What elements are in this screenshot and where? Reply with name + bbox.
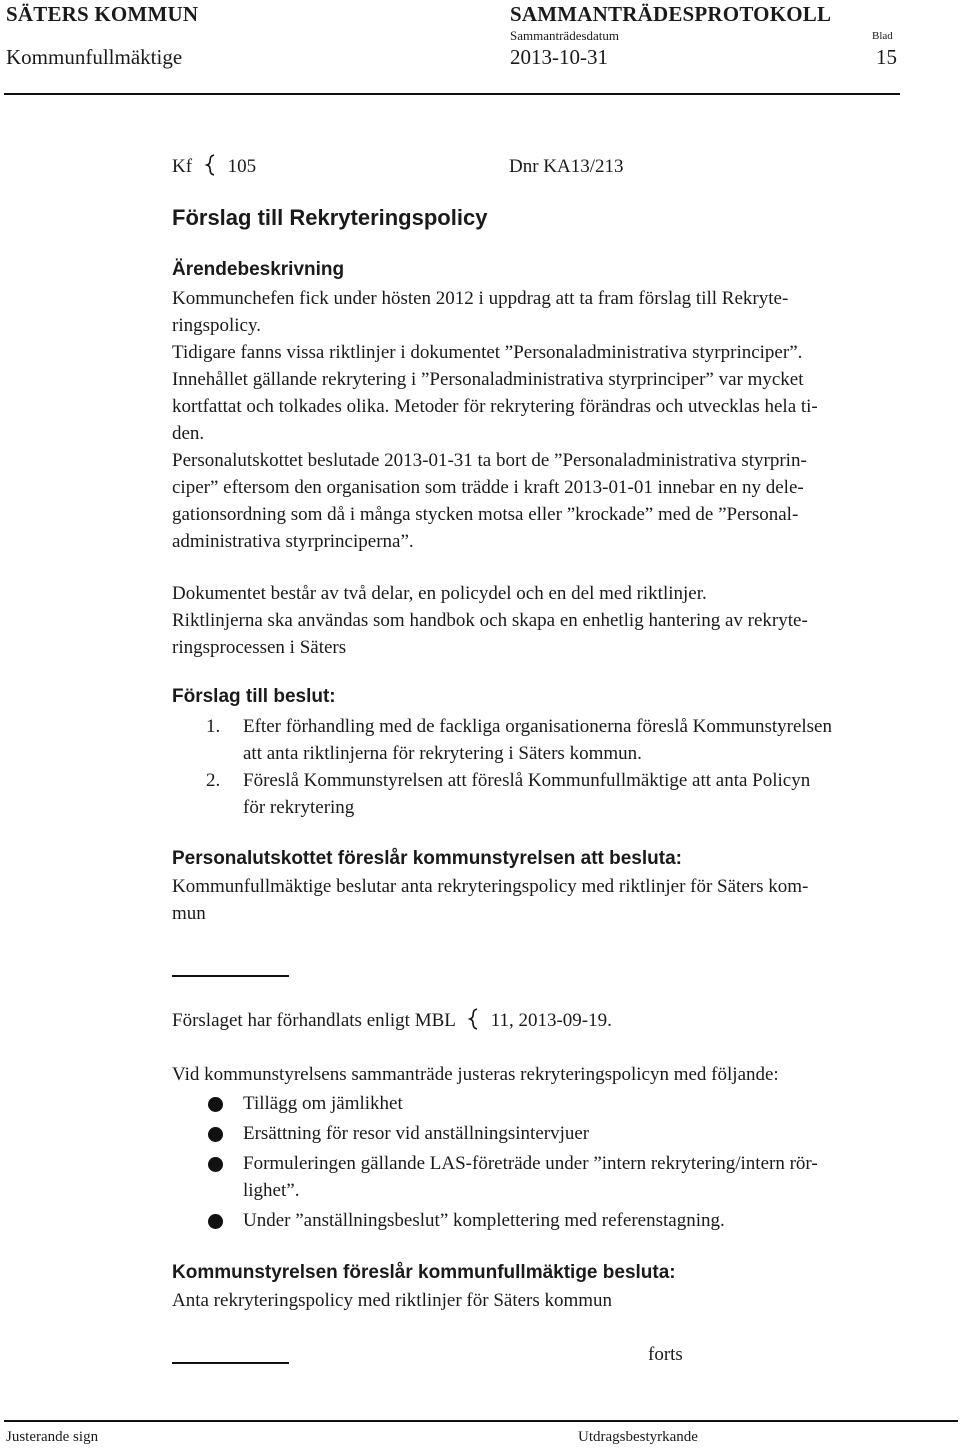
- mbl-suffix: 11, 2013-09-19.: [490, 1010, 612, 1031]
- meeting-body: Kommunfullmäktige: [6, 45, 183, 69]
- mbl-prefix: Förslaget har förhandlats enligt MBL: [172, 1010, 456, 1031]
- text-line: Riktlinjerna ska användas som handbok och skapa en enhetlig hantering av rekryte-: [172, 610, 808, 631]
- committee-heading: Personalutskottet föreslår kommunstyrelsen att besluta:: [172, 848, 682, 869]
- paragraph-reference: [172, 153, 256, 180]
- board-change-item: [243, 1207, 956, 1234]
- section-mark-icon: [464, 1007, 482, 1031]
- date-label: Sammanträdesdatum: [510, 28, 620, 43]
- board-change-item: [243, 1120, 956, 1147]
- text-line: Under ”anställningsbeslut” komplettering med referenstagning.: [243, 1210, 725, 1231]
- municipality-name: SÄTERS KOMMUN: [6, 2, 199, 26]
- paragraph-prefix: Kf: [172, 156, 193, 177]
- text-line: Formuleringen gällande LAS-företräde under ”intern rekrytering/intern rör-: [243, 1153, 818, 1174]
- description-paragraph-2: [172, 339, 956, 447]
- bullet-icon: [208, 1214, 223, 1229]
- proposal-item-1: [243, 713, 956, 767]
- text-line: Dokumentet består av två delar, en policydel och en del med riktlinjer.: [172, 583, 707, 604]
- committee-text: [172, 873, 956, 927]
- footer-rule: [4, 1420, 958, 1422]
- text-line: den.: [172, 423, 205, 444]
- separator-line: [172, 975, 289, 977]
- text-line: Innehållet gällande rekrytering i ”Personaladministrativa styrprinciper” var mycket: [172, 369, 804, 390]
- bullet-icon: [208, 1097, 223, 1112]
- text-line: för rekrytering: [243, 797, 355, 818]
- text-line: administrativa styrprinciperna”.: [172, 531, 414, 552]
- proposal-heading: Förslag till beslut:: [172, 686, 336, 707]
- section-mark-icon: [201, 153, 219, 177]
- page-label: Blad: [872, 30, 893, 42]
- board-change-item: [243, 1150, 956, 1204]
- description-paragraph-3: [172, 447, 956, 555]
- board-change-item: [243, 1090, 956, 1117]
- text-line: Föreslå Kommunstyrelsen att föreslå Kommunfullmäktige att anta Policyn: [243, 770, 811, 791]
- text-line: Efter förhandling med de fackliga organisationerna föreslå Kommunstyrelsen: [243, 716, 832, 737]
- proposal-item-number: 1.: [206, 716, 221, 737]
- document-type: SAMMANTRÄDESPROTOKOLL: [510, 2, 832, 26]
- description-heading: Ärendebeskrivning: [172, 259, 345, 280]
- utdragsbestyrkande-label: Utdragsbestyrkande: [578, 1429, 698, 1445]
- text-line: Kommunfullmäktige beslutar anta rekryteringspolicy med riktlinjer för Säters kom-: [172, 876, 809, 897]
- board-changes-intro: Vid kommunstyrelsens sammanträde justeras rekryteringspolicyn med följande:: [172, 1064, 779, 1085]
- text-line: Tidigare fanns vissa riktlinjer i dokumentet ”Personaladministrativa styrprinciper”.: [172, 342, 803, 363]
- case-title: Förslag till Rekryteringspolicy: [172, 205, 488, 230]
- text-line: kortfattat och tolkades olika. Metoder för rekrytering förändras och utvecklas hela ti-: [172, 396, 818, 417]
- description-paragraph-1: [172, 285, 956, 339]
- meeting-date: 2013-10-31: [510, 45, 608, 69]
- text-line: Personalutskottet beslutade 2013-01-31 ta bort de ”Personaladministrativa styrprin-: [172, 450, 807, 471]
- bullet-icon: [208, 1157, 223, 1172]
- text-line: ciper” eftersom den organisation som trädde i kraft 2013-01-01 innebar en ny dele-: [172, 477, 804, 498]
- text-line: Kommunchefen fick under hösten 2012 i uppdrag att ta fram förslag till Rekryte-: [172, 288, 789, 309]
- board-proposal-heading: Kommunstyrelsen föreslår kommunfullmäktige besluta:: [172, 1262, 676, 1283]
- page-number: 15: [876, 45, 897, 69]
- text-line: mun: [172, 903, 206, 924]
- justerande-sign-label: Justerande sign: [6, 1429, 99, 1445]
- mbl-statement: [172, 1007, 612, 1034]
- paragraph-number: 105: [227, 156, 257, 177]
- text-line: gationsordning som då i många stycken motsa eller ”krockade” med de ”Personal-: [172, 504, 799, 525]
- text-line: ringsprocessen i Säters: [172, 637, 347, 658]
- case-dnr: Dnr KA13/213: [509, 156, 624, 177]
- proposal-item-2: [243, 767, 956, 821]
- text-line: att anta riktlinjerna för rekrytering i Säters kommun.: [243, 743, 642, 764]
- board-proposal-text: Anta rekryteringspolicy med riktlinjer för Säters kommun: [172, 1290, 613, 1311]
- header-rule: [4, 93, 900, 95]
- text-line: Ersättning för resor vid anställningsintervjuer: [243, 1123, 590, 1144]
- continuation-marker: forts: [648, 1344, 683, 1365]
- text-line: Tillägg om jämlikhet: [243, 1093, 403, 1114]
- text-line: ringspolicy.: [172, 315, 262, 336]
- proposal-item-number: 2.: [206, 770, 221, 791]
- separator-line: [172, 1362, 289, 1364]
- text-line: lighet”.: [243, 1180, 300, 1201]
- description-paragraph-4: [172, 580, 956, 661]
- bullet-icon: [208, 1127, 223, 1142]
